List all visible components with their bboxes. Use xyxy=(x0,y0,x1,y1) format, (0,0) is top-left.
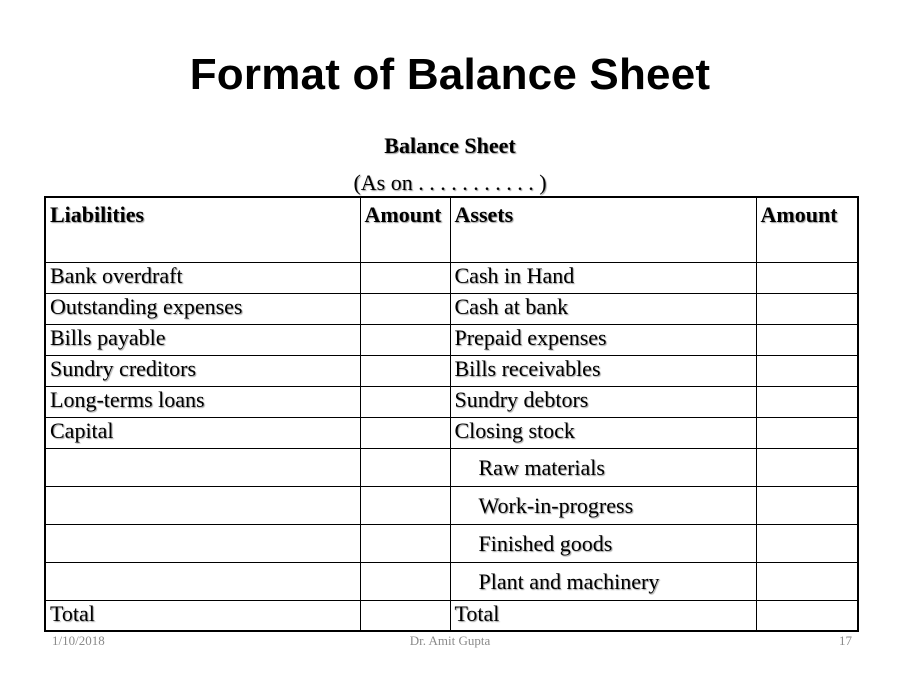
asset-amount-cell xyxy=(756,325,858,356)
asset-cell: Bills receivables xyxy=(450,356,756,387)
total-assets-label: Total xyxy=(450,601,756,632)
balance-sheet-heading: Balance Sheet xyxy=(384,133,516,158)
table-row xyxy=(45,325,858,356)
liability-cell: Bank overdraft xyxy=(45,263,360,294)
liability-cell: Bills payable xyxy=(45,325,360,356)
asset-cell: Sundry debtors xyxy=(450,387,756,418)
asset-cell: Raw materials xyxy=(450,449,756,487)
total-row xyxy=(45,601,858,632)
asset-amount-cell xyxy=(756,487,858,525)
asset-amount-cell xyxy=(756,294,858,325)
asset-amount-cell xyxy=(756,525,858,563)
liability-cell: Outstanding expenses xyxy=(45,294,360,325)
total-liabilities-label: Total xyxy=(45,601,360,632)
table-row xyxy=(45,449,858,487)
table-row xyxy=(45,487,858,525)
liability-cell: Long-terms loans xyxy=(45,387,360,418)
asset-amount-cell xyxy=(756,418,858,449)
table-row xyxy=(45,294,858,325)
liability-amount-cell xyxy=(360,387,450,418)
liability-cell xyxy=(45,525,360,563)
table-row xyxy=(45,263,858,294)
footer-date: 1/10/2018 xyxy=(52,633,105,648)
slide-title: Format of Balance Sheet xyxy=(189,50,711,99)
asset-cell: Cash in Hand xyxy=(450,263,756,294)
liability-cell xyxy=(45,487,360,525)
asset-amount-cell xyxy=(756,449,858,487)
header-liabilities: Liabilities xyxy=(45,197,360,263)
table-row xyxy=(45,356,858,387)
asset-cell: Finished goods xyxy=(450,525,756,563)
asset-amount-cell xyxy=(756,387,858,418)
liability-cell xyxy=(45,563,360,601)
liability-amount-cell xyxy=(360,356,450,387)
asset-amount-cell xyxy=(756,563,858,601)
header-liabilities-amount: Amount xyxy=(360,197,450,263)
total-liabilities-amount xyxy=(360,601,450,632)
table-row xyxy=(45,418,858,449)
asset-cell: Prepaid expenses xyxy=(450,325,756,356)
liability-amount-cell xyxy=(360,294,450,325)
liability-amount-cell xyxy=(360,263,450,294)
balance-sheet-table xyxy=(44,196,859,632)
table-row xyxy=(45,563,858,601)
liability-amount-cell xyxy=(360,418,450,449)
footer-author: Dr. Amit Gupta xyxy=(409,633,491,648)
asset-cell: Cash at bank xyxy=(450,294,756,325)
liability-cell xyxy=(45,449,360,487)
liability-amount-cell xyxy=(360,325,450,356)
total-assets-amount xyxy=(756,601,858,632)
header-assets-amount: Amount xyxy=(756,197,858,263)
liability-amount-cell xyxy=(360,487,450,525)
asset-cell: Plant and machinery xyxy=(450,563,756,601)
asset-amount-cell xyxy=(756,263,858,294)
as-on-date-line: (As on . . . . . . . . . . . ) xyxy=(353,170,547,195)
header-assets: Assets xyxy=(450,197,756,263)
liability-amount-cell xyxy=(360,449,450,487)
asset-cell: Work-in-progress xyxy=(450,487,756,525)
liability-cell: Capital xyxy=(45,418,360,449)
table-header-row xyxy=(45,197,858,263)
liability-amount-cell xyxy=(360,525,450,563)
liability-cell: Sundry creditors xyxy=(45,356,360,387)
liability-amount-cell xyxy=(360,563,450,601)
table-row xyxy=(45,387,858,418)
footer-page-number: 17 xyxy=(839,633,852,648)
asset-cell: Closing stock xyxy=(450,418,756,449)
table-row xyxy=(45,525,858,563)
asset-amount-cell xyxy=(756,356,858,387)
